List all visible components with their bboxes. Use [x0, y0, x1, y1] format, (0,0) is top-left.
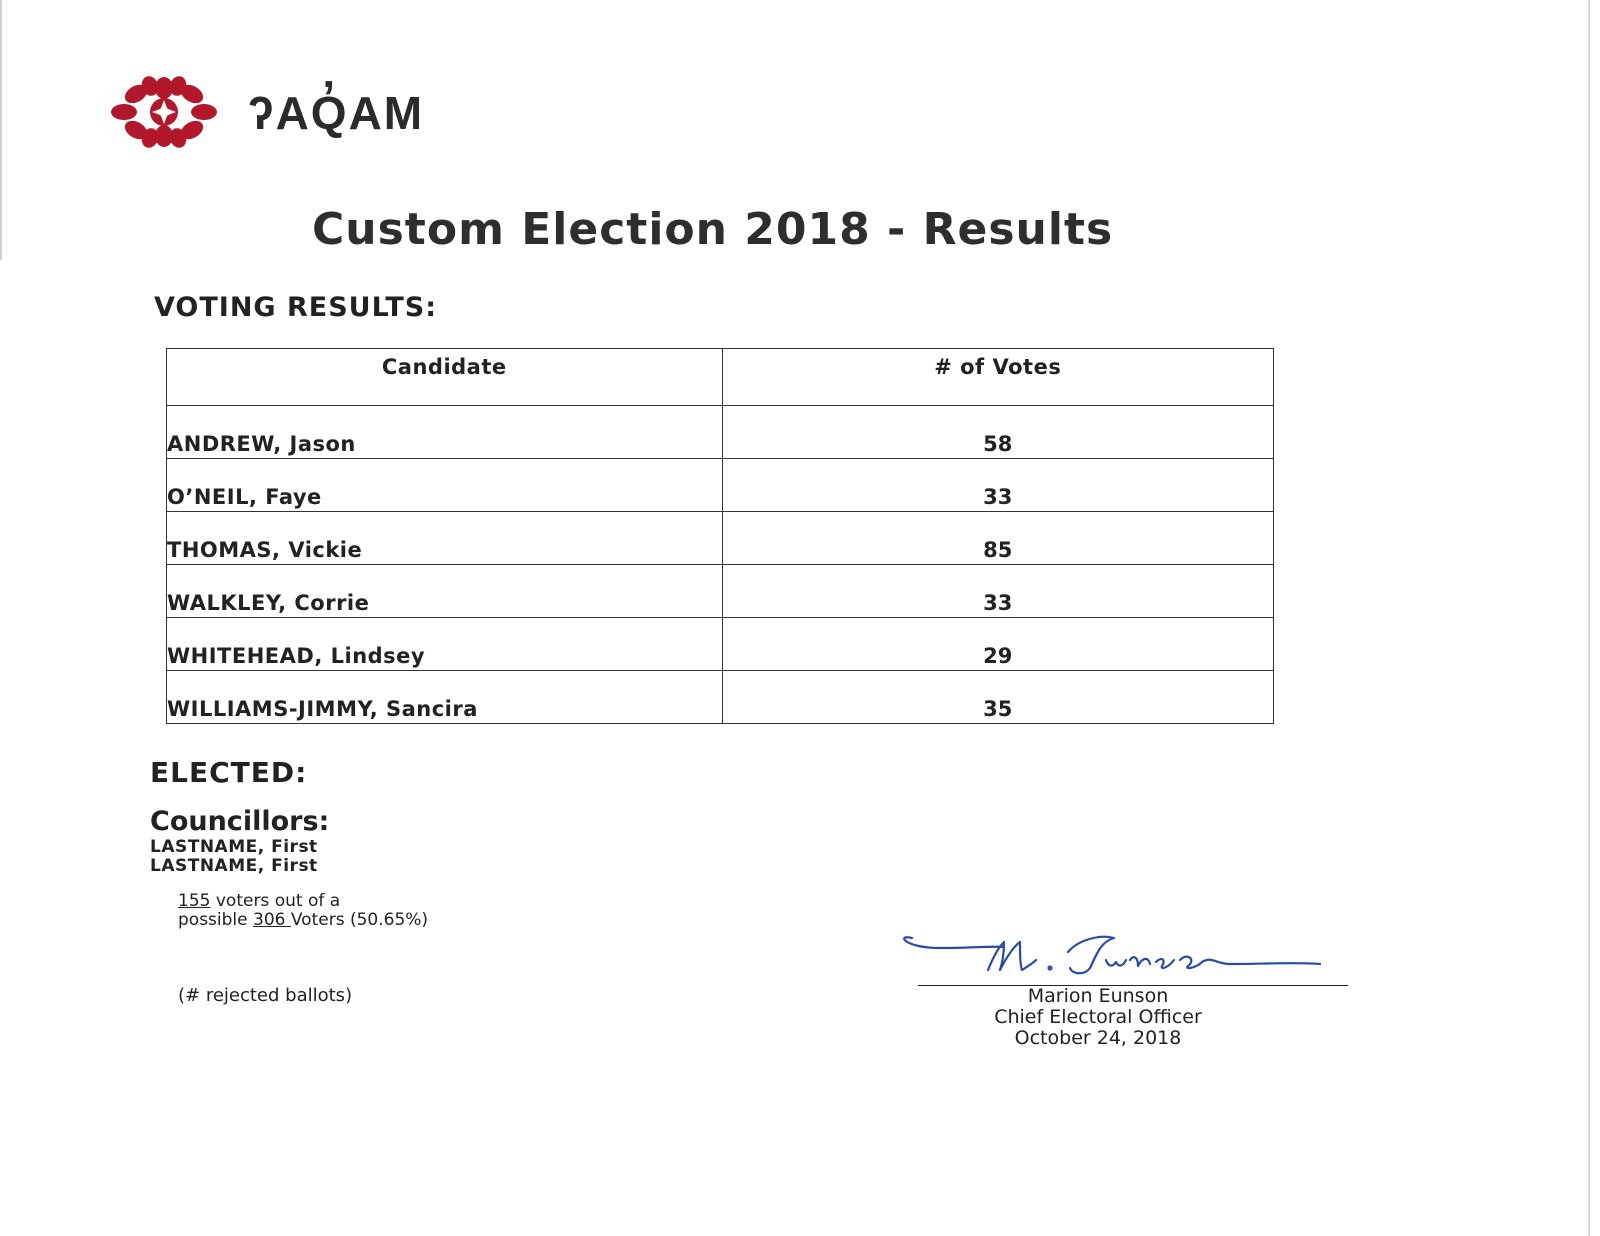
vote-count: 33 [722, 565, 1273, 618]
table-row [167, 565, 1274, 618]
scan-edge-right [1588, 0, 1590, 1236]
signature-date: October 24, 2018 [1014, 1027, 1182, 1049]
candidate-name: WHITEHEAD, Lindsey [167, 618, 723, 671]
table-row [167, 512, 1274, 565]
vote-count: 35 [722, 671, 1273, 724]
vote-count: 58 [722, 406, 1273, 459]
results-table [166, 348, 1274, 724]
elected-heading: ELECTED: [150, 756, 308, 789]
table-row [167, 459, 1274, 512]
handwritten-signature [900, 930, 1360, 990]
turnout-line-1 [178, 892, 428, 911]
table-row [167, 671, 1274, 724]
councillor-name: LASTNAME, First [150, 837, 318, 857]
organization-name: ʔAQ̓AM [248, 87, 425, 139]
turnout-percentage: Voters (50.65%) [290, 910, 429, 930]
voter-turnout [178, 892, 428, 930]
possible-voters-count: 306 [253, 910, 291, 930]
voters-count: 155 [178, 891, 211, 911]
table-row [167, 618, 1274, 671]
turnout-text: voters out of a [210, 891, 341, 911]
councillors-heading: Councillors: [150, 806, 330, 837]
councillor-list [150, 838, 318, 876]
signer-name: Marion Eunson [1027, 985, 1169, 1007]
column-header-votes: # of Votes [722, 349, 1273, 406]
turnout-text: possible [178, 910, 254, 930]
vote-count: 33 [722, 459, 1273, 512]
candidate-name: ANDREW, Jason [167, 406, 723, 459]
document-title: Custom Election 2018 - Results [312, 204, 1114, 255]
table-header-row [167, 349, 1274, 406]
turnout-line-2 [178, 911, 428, 930]
councillor-name: LASTNAME, First [150, 856, 318, 876]
table-row [167, 406, 1274, 459]
signer-role: Chief Electoral Officer [994, 1006, 1202, 1028]
flower-logo-icon [108, 76, 228, 148]
candidate-name: WALKLEY, Corrie [167, 565, 723, 618]
rejected-ballots-note: (# rejected ballots) [178, 985, 353, 1006]
signer-block [918, 986, 1278, 1049]
candidate-name: O’NEIL, Faye [167, 459, 723, 512]
vote-count: 85 [722, 512, 1273, 565]
candidate-name: THOMAS, Vickie [167, 512, 723, 565]
candidate-name: WILLIAMS-JIMMY, Sancira [167, 671, 723, 724]
voting-results-heading: VOTING RESULTS: [154, 292, 437, 323]
column-header-candidate: Candidate [167, 349, 723, 406]
scan-edge-left [0, 0, 2, 260]
vote-count: 29 [722, 618, 1273, 671]
